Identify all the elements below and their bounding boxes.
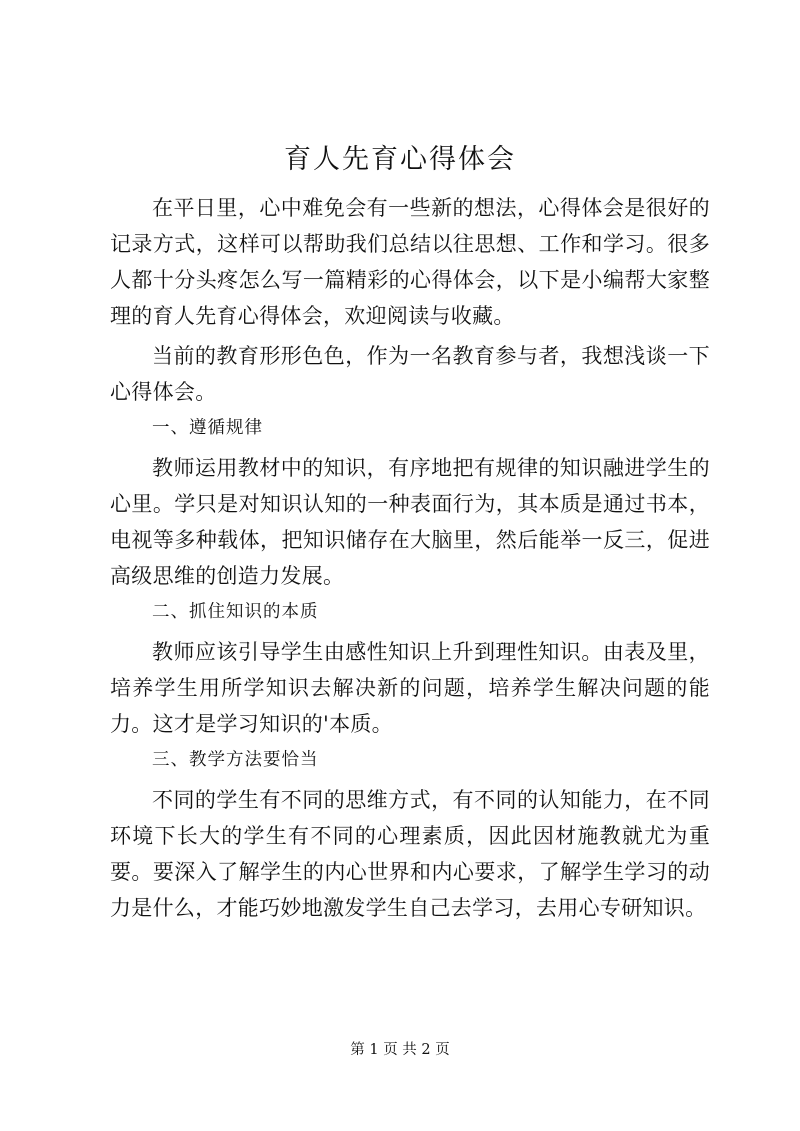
document-body bbox=[110, 190, 710, 926]
section-body-3: 不同的学生有不同的思维方式，有不同的认知能力，在不同环境下长大的学生有不同的心理素质，因此因材施教就尤为重要。要深入了解学生的内心世界和内心要求，了解学生学习的动力是什么，才能巧妙地激发学生自己去学习，去用心专研知识。 bbox=[110, 788, 710, 920]
page-footer: 第 1 页 共 2 页 bbox=[350, 1042, 450, 1058]
section-heading-3: 三、教学方法要恰当 bbox=[152, 750, 319, 770]
section-heading-1: 一、遵循规律 bbox=[152, 418, 263, 438]
section-body-2: 教师应该引导学生由感性知识上升到理性知识。由表及里，培养学生用所学知识去解决新的问题，培养学生解决问题的能力。这才是学习知识的'本质。 bbox=[110, 640, 710, 736]
section-heading-2: 二、抓住知识的本质 bbox=[152, 602, 319, 622]
intro-paragraph: 在平日里，心中难免会有一些新的想法，心得体会是很好的记录方式，这样可以帮助我们总结以往思想、工作和学习。很多人都十分头疼怎么写一篇精彩的心得体会，以下是小编帮大家整理的育人先育心得体会，欢迎阅读与收藏。 bbox=[110, 196, 710, 328]
intro-paragraph-2: 当前的教育形形色色，作为一名教育参与者，我想浅谈一下心得体会。 bbox=[110, 344, 710, 404]
document-title: 育人先育心得体会 bbox=[284, 144, 516, 175]
section-body-1: 教师运用教材中的知识，有序地把有规律的知识融进学生的心里。学只是对知识认知的一种表面行为，其本质是通过书本，电视等多种载体，把知识储存在大脑里，然后能举一反三，促进高级思维的创造力发展。 bbox=[110, 456, 710, 588]
